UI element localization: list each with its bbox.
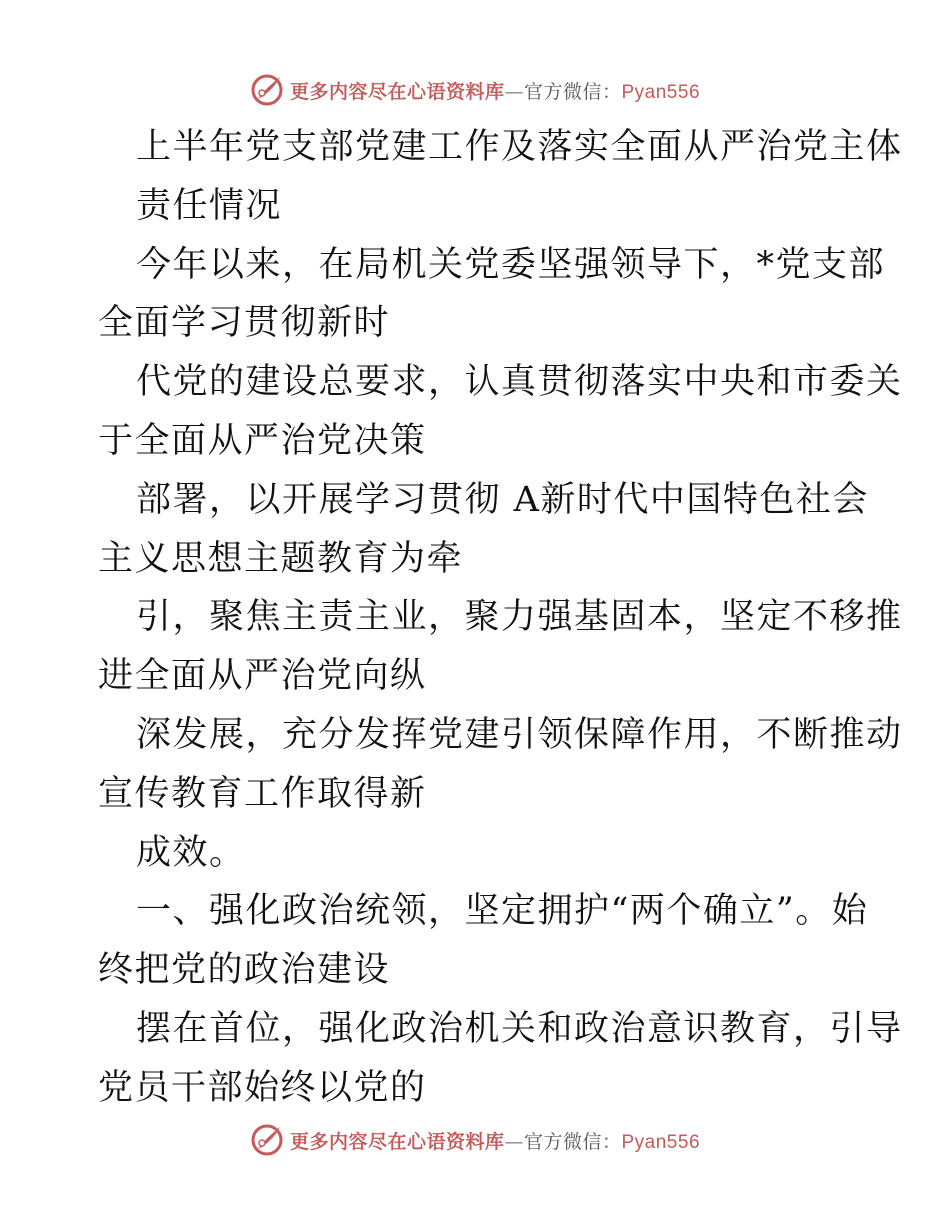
- paragraph-line: 引，聚焦主责主业，聚力强基固本，坚定不移推: [136, 597, 903, 638]
- banner-main-text: 更多内容尽在心语资料库: [289, 80, 505, 103]
- banner-dash: —: [504, 80, 524, 103]
- paragraph-line: 终把党的政治建设: [98, 950, 391, 991]
- banner-main-text: 更多内容尽在心语资料库: [289, 1130, 505, 1153]
- document-title-line-2: 责任情况: [136, 185, 283, 226]
- banner-wechat-id: Pyan556: [621, 81, 701, 103]
- footer-watermark-banner: [0, 1120, 950, 1160]
- paragraph-line: 于全面从严治党决策: [98, 420, 427, 461]
- paragraph-line: 进全面从严治党向纵: [98, 656, 427, 697]
- paragraph-line: 深发展，充分发挥党建引领保障作用，不断推动: [136, 714, 903, 755]
- document-title-line-1: 上半年党支部党建工作及落实全面从严治党主体: [136, 127, 903, 167]
- paragraph-line: 今年以来，在局机关党委坚强领导下，*党支部: [136, 244, 886, 285]
- quill-circle-icon: [250, 1123, 284, 1157]
- paragraph-line: 摆在首位，强化政治机关和政治意识教育，引导: [136, 1008, 903, 1049]
- paragraph-line: 全面学习贯彻新时: [98, 303, 391, 344]
- quill-circle-icon: [250, 73, 284, 107]
- paragraph-line: 宣传教育工作取得新: [98, 773, 427, 814]
- paragraph-line: 代党的建设总要求，认真贯彻落实中央和市委关: [136, 362, 903, 403]
- document-body: [98, 118, 903, 1118]
- banner-dash: —: [504, 1130, 524, 1153]
- paragraph-line: 部署，以开展学习贯彻 A新时代中国特色社会: [136, 479, 869, 520]
- header-watermark-banner: [0, 70, 950, 110]
- banner-sub-text: 官方微信：: [523, 80, 622, 103]
- banner-sub-text: 官方微信：: [523, 1130, 622, 1153]
- banner-wechat-id: Pyan556: [621, 1131, 701, 1153]
- paragraph-line: 党员干部始终以党的: [98, 1067, 427, 1108]
- section-heading-line: 一、强化政治统领，坚定拥护“两个确立”。始: [136, 891, 869, 932]
- paragraph-line: 成效。: [136, 832, 246, 873]
- paragraph-line: 主义思想主题教育为牵: [98, 538, 464, 579]
